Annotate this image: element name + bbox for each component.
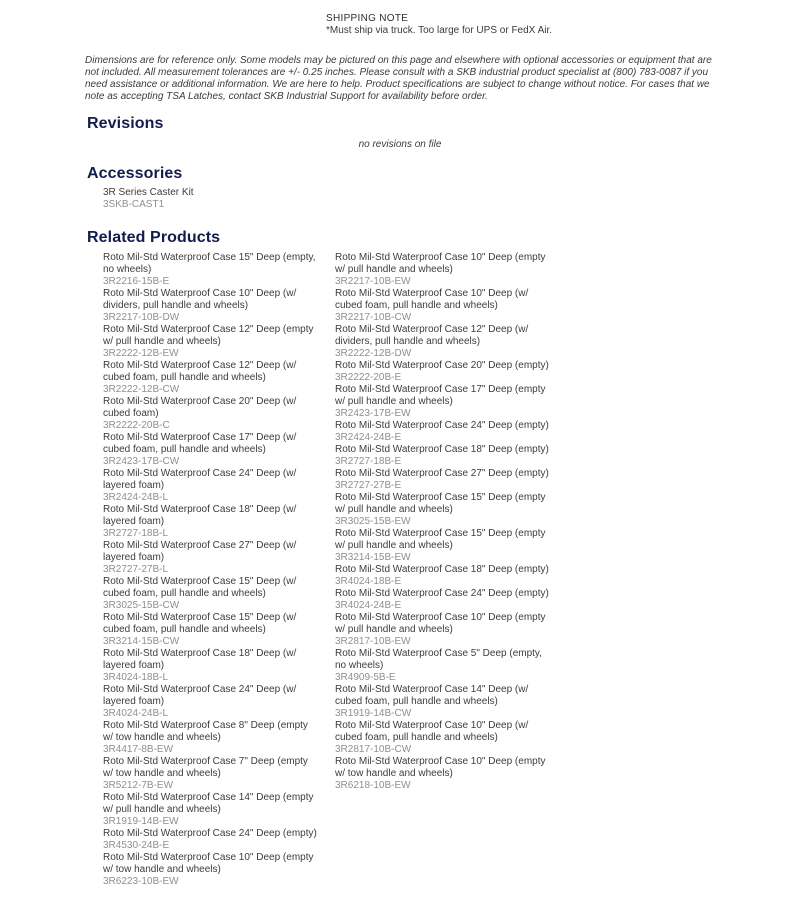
- related-product-sku: 3R2423-17B-CW: [103, 456, 180, 467]
- related-product-sku: 3R2817-10B-CW: [335, 744, 412, 755]
- related-product-item: [103, 396, 321, 432]
- related-product-name: Roto Mil-Std Waterproof Case 10" Deep (empty w/ tow handle and wheels): [335, 756, 546, 779]
- related-product-name: Roto Mil-Std Waterproof Case 15" Deep (w/ cubed foam, pull handle and wheels): [103, 576, 297, 599]
- related-product-name: Roto Mil-Std Waterproof Case 15" Deep (empty w/ pull handle and wheels): [335, 528, 546, 551]
- related-product-sku: 3R2222-12B-DW: [335, 348, 412, 359]
- related-product-name: Roto Mil-Std Waterproof Case 10" Deep (w/ cubed foam, pull handle and wheels): [335, 288, 529, 311]
- related-product-item: [103, 576, 321, 612]
- related-product-name: Roto Mil-Std Waterproof Case 18" Deep (w/ layered foam): [103, 504, 297, 527]
- related-product-item: [335, 528, 553, 564]
- related-product-item: [335, 360, 553, 384]
- related-product-name: Roto Mil-Std Waterproof Case 24" Deep (empty): [103, 828, 317, 839]
- related-product-item: [335, 420, 553, 444]
- related-product-name: Roto Mil-Std Waterproof Case 10" Deep (empty w/ pull handle and wheels): [335, 612, 546, 635]
- accessories-list: [103, 187, 800, 211]
- related-product-item: [335, 564, 553, 588]
- related-product-name: Roto Mil-Std Waterproof Case 15" Deep (w/ cubed foam, pull handle and wheels): [103, 612, 297, 635]
- related-product-name: Roto Mil-Std Waterproof Case 10" Deep (w/ dividers, pull handle and wheels): [103, 288, 297, 311]
- related-product-name: Roto Mil-Std Waterproof Case 12" Deep (w/ dividers, pull handle and wheels): [335, 324, 529, 347]
- related-product-sku: 3R2727-27B-L: [103, 564, 169, 575]
- related-product-name: Roto Mil-Std Waterproof Case 24" Deep (empty): [335, 588, 549, 599]
- related-product-sku: 3R4024-24B-L: [103, 708, 169, 719]
- related-product-item: [103, 612, 321, 648]
- related-product-sku: 3R6223-10B-EW: [103, 876, 179, 887]
- accessory-item: [103, 187, 321, 211]
- related-product-name: Roto Mil-Std Waterproof Case 14" Deep (w/ cubed foam, pull handle and wheels): [335, 684, 529, 707]
- related-product-item: [103, 540, 321, 576]
- related-product-sku: 3R1919-14B-CW: [335, 708, 412, 719]
- related-product-sku: 3R2217-10B-EW: [335, 276, 411, 287]
- related-product-name: Roto Mil-Std Waterproof Case 20" Deep (empty): [335, 360, 549, 371]
- related-product-name: Roto Mil-Std Waterproof Case 10" Deep (empty w/ tow handle and wheels): [103, 852, 314, 875]
- related-product-name: Roto Mil-Std Waterproof Case 17" Deep (w/ cubed foam, pull handle and wheels): [103, 432, 297, 455]
- related-product-sku: 3R2727-27B-E: [335, 480, 402, 491]
- related-product-item: [103, 720, 321, 756]
- related-product-item: [335, 756, 553, 792]
- related-product-sku: 3R2216-15B-E: [103, 276, 170, 287]
- related-product-name: Roto Mil-Std Waterproof Case 12" Deep (empty w/ pull handle and wheels): [103, 324, 314, 347]
- related-product-sku: 3R4024-18B-E: [335, 576, 402, 587]
- related-product-name: Roto Mil-Std Waterproof Case 7" Deep (empty w/ tow handle and wheels): [103, 756, 308, 779]
- related-product-item: [335, 324, 553, 360]
- related-product-item: [335, 444, 553, 468]
- related-product-sku: 3R2222-20B-C: [103, 420, 170, 431]
- related-product-item: [335, 384, 553, 420]
- related-product-item: [335, 492, 553, 528]
- related-product-sku: 3R4530-24B-E: [103, 840, 170, 851]
- related-product-item: [103, 432, 321, 468]
- related-product-name: Roto Mil-Std Waterproof Case 10" Deep (w/ cubed foam, pull handle and wheels): [335, 720, 529, 743]
- related-product-name: Roto Mil-Std Waterproof Case 18" Deep (w/ layered foam): [103, 648, 297, 671]
- related-product-item: [103, 324, 321, 360]
- related-product-item: [335, 612, 553, 648]
- related-product-sku: 3R2817-10B-EW: [335, 636, 411, 647]
- related-product-sku: 3R6218-10B-EW: [335, 780, 411, 791]
- related-product-item: [103, 504, 321, 540]
- related-product-sku: 3R3025-15B-EW: [335, 516, 411, 527]
- accessory-sku: 3SKB-CAST1: [103, 199, 165, 210]
- related-product-sku: 3R4909-5B-E: [335, 672, 396, 683]
- related-product-name: Roto Mil-Std Waterproof Case 15" Deep (empty, no wheels): [103, 252, 316, 275]
- related-product-name: Roto Mil-Std Waterproof Case 18" Deep (empty): [335, 564, 549, 575]
- related-product-sku: 3R2423-17B-EW: [335, 408, 411, 419]
- related-product-item: [335, 648, 553, 684]
- related-product-sku: 3R2217-10B-CW: [335, 312, 412, 323]
- related-product-name: Roto Mil-Std Waterproof Case 5" Deep (empty, no wheels): [335, 648, 542, 671]
- related-product-sku: 3R4024-18B-L: [103, 672, 169, 683]
- related-product-name: Roto Mil-Std Waterproof Case 8" Deep (empty w/ tow handle and wheels): [103, 720, 308, 743]
- related-product-sku: 3R4417-8B-EW: [103, 744, 174, 755]
- related-product-sku: 3R2727-18B-E: [335, 456, 402, 467]
- related-product-name: Roto Mil-Std Waterproof Case 20" Deep (w/ cubed foam): [103, 396, 297, 419]
- related-product-sku: 3R5212-7B-EW: [103, 780, 174, 791]
- related-product-item: [103, 828, 321, 852]
- related-product-name: Roto Mil-Std Waterproof Case 12" Deep (w/ cubed foam, pull handle and wheels): [103, 360, 297, 383]
- related-product-sku: 3R2222-20B-E: [335, 372, 402, 383]
- related-product-name: Roto Mil-Std Waterproof Case 17" Deep (empty w/ pull handle and wheels): [335, 384, 546, 407]
- related-product-sku: 3R3214-15B-CW: [103, 636, 180, 647]
- related-product-item: [335, 468, 553, 492]
- related-product-name: Roto Mil-Std Waterproof Case 24" Deep (empty): [335, 420, 549, 431]
- related-product-name: Roto Mil-Std Waterproof Case 27" Deep (empty): [335, 468, 549, 479]
- related-product-sku: 3R3214-15B-EW: [335, 552, 411, 563]
- related-product-name: Roto Mil-Std Waterproof Case 24" Deep (w/ layered foam): [103, 468, 297, 491]
- related-product-name: Roto Mil-Std Waterproof Case 18" Deep (empty): [335, 444, 549, 455]
- shipping-note-title: SHIPPING NOTE: [326, 13, 409, 24]
- related-product-item: [335, 720, 553, 756]
- related-product-item: [103, 684, 321, 720]
- revisions-empty-message: no revisions on file: [358, 139, 442, 150]
- related-product-item: [103, 852, 321, 888]
- related-product-item: [103, 252, 321, 288]
- related-product-name: Roto Mil-Std Waterproof Case 10" Deep (empty w/ pull handle and wheels): [335, 252, 546, 275]
- related-product-item: [335, 684, 553, 720]
- shipping-note: [326, 13, 800, 37]
- related-product-sku: 3R2217-10B-DW: [103, 312, 180, 323]
- related-product-item: [103, 288, 321, 324]
- related-product-sku: 3R2222-12B-EW: [103, 348, 179, 359]
- related-product-sku: 3R2424-24B-E: [335, 432, 402, 443]
- related-product-sku: 3R2727-18B-L: [103, 528, 169, 539]
- related-product-sku: 3R2424-24B-L: [103, 492, 169, 503]
- accessory-name: 3R Series Caster Kit: [103, 187, 194, 198]
- related-product-name: Roto Mil-Std Waterproof Case 15" Deep (empty w/ pull handle and wheels): [335, 492, 546, 515]
- related-product-name: Roto Mil-Std Waterproof Case 14" Deep (empty w/ pull handle and wheels): [103, 792, 314, 815]
- shipping-note-text: *Must ship via truck. Too large for UPS or FedX Air.: [326, 25, 553, 36]
- related-products-heading: Related Products: [87, 229, 221, 246]
- related-products-column-right: [335, 252, 567, 888]
- related-product-item: [103, 468, 321, 504]
- related-product-name: Roto Mil-Std Waterproof Case 24" Deep (w/ layered foam): [103, 684, 297, 707]
- related-product-item: [103, 648, 321, 684]
- related-product-item: [335, 288, 553, 324]
- related-product-item: [103, 756, 321, 792]
- related-product-sku: 3R4024-24B-E: [335, 600, 402, 611]
- related-product-item: [335, 588, 553, 612]
- related-product-item: [103, 360, 321, 396]
- related-products-column-left: [103, 252, 335, 888]
- related-product-item: [103, 792, 321, 828]
- accessories-heading: Accessories: [87, 165, 183, 182]
- disclaimer-text: Dimensions are for reference only. Some models may be pictured on this page and elsewhere with optional accessories or equipment that are not included. All measurement tolerances are +/- 0.25 inches. Please consult with a SKB industrial product specialist at (800) 783-0087 if you need assistance or additional information. We are here to help. Product specifications are subject to change without notice. For cases that we note as accepting TSA Latches, contact SKB Industrial Support for availability before order.: [85, 55, 712, 102]
- related-product-sku: 3R2222-12B-CW: [103, 384, 180, 395]
- related-product-sku: 3R3025-15B-CW: [103, 600, 180, 611]
- revisions-heading: Revisions: [87, 115, 164, 132]
- related-product-item: [335, 252, 553, 288]
- related-product-name: Roto Mil-Std Waterproof Case 27" Deep (w/ layered foam): [103, 540, 297, 563]
- related-product-sku: 3R1919-14B-EW: [103, 816, 179, 827]
- related-products-list: [103, 252, 800, 888]
